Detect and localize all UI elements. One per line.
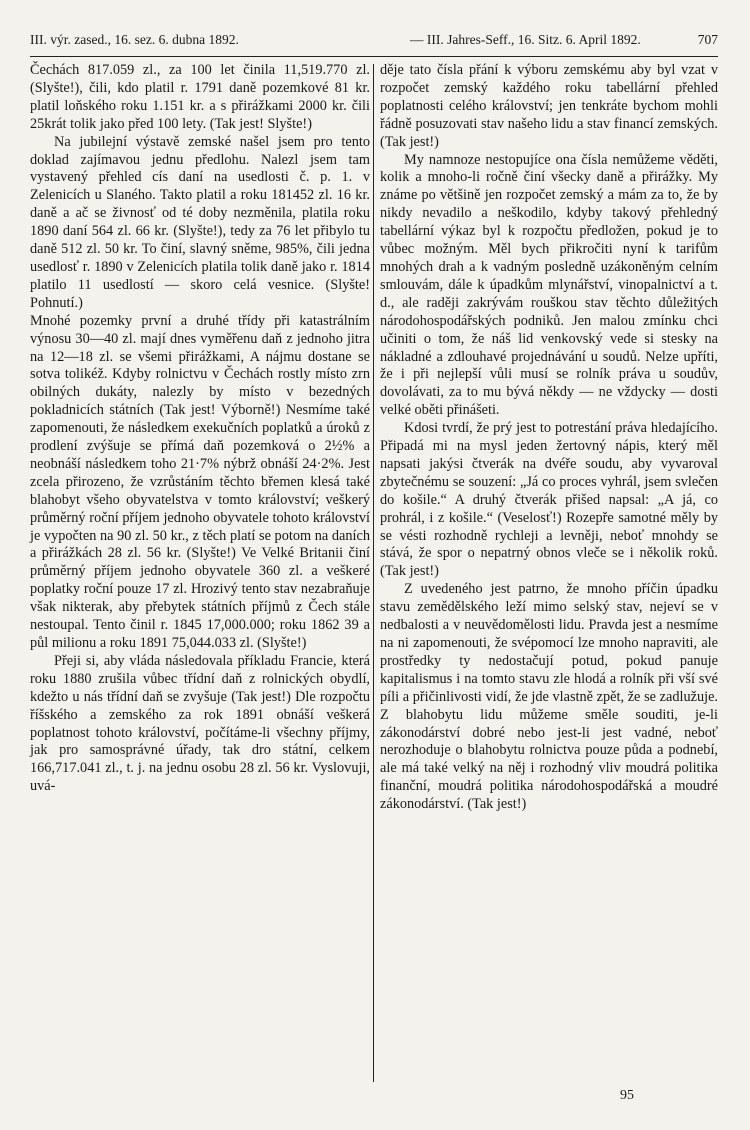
page-number: 707 [697, 32, 718, 47]
right-paragraph-3: Kdosi tvrdí, že prý jest to potrestání práva hledajícího. Připadá mi na mysl jeden žertovný nápis, který měl napsati jakýsi čtverák na dvéře soudu, aby vyvaroval zbytečnému se souzení: „Já co proces vyhrál, jsem svlečen do košile.“ A druhý čtverák přišed napsal: „A já, co prohrál, i z košile.“ (Veselosť!) Rozepře samotné měly by se vésti rozhodně rychleji a levněji, neboť mnohdy se stává, že spor o nepatrný obnos vleče se i několik roků. (Tak jest!) [380, 420, 718, 580]
left-column [30, 62, 370, 1082]
right-paragraph-4: Z uvedeného jest patrno, že mnoho příčin úpadku stavu zemědělského leží mimo selský stav, nejeví se v nedbalosti a v neuvědomělosti lidu. Pravda jest a nesmíme na ni zapomenouti, že svépomocí lze mnoho napraviti, ale prostředky ty nedostačují potud, pokud panuje kapitalismus i na tomto stavu zle hlodá a rolník při vší své píli a přičinlivosti vidí, že jde vlastně zpět, že se zadlužuje. Z blahobytu lidu můžeme směle souditi, je-li zákonodárství dobré nebo jest-li jest vadné, neboť nerozhoduje o blahobytu rolnictva pouze půda a podnebí, ale má také velký na něj i rozhodný vliv moudrá politika finanční, moudrá politika národohospodářská a moudré zákonodárství. (Tak jest!) [380, 581, 718, 813]
right-column [380, 62, 718, 1082]
left-paragraph-2: Na jubilejní výstavě zemské našel jsem pro tento doklad zajímavou jednu předlohu. Nalezl jsem tam vystavený přehled cís daní na usedlosti č. p. 1. v Zelenicích u Slaného. Takto platil a roku 181452 zl. 16 kr. daně a ač se živnosť od té doby nezměnila, platila roku 1890 daní 564 zl. 66 kr. (Slyšte!), tedy za 76 let přibylo tu daně 512 zl. 50 kr. To činí, slavný sněme, 985%, čili jedna usedlosť r. 1890 v Zelenicích platila tolik daně jako r. 1814 platilo 11 usedlostí — skoro celá vesnice. (Slyšte! Pohnutí.) [30, 133, 370, 311]
header-left-czech: III. výr. zased., 16. sez. 6. dubna 1892. [30, 32, 239, 47]
left-paragraph-4: Přeji si, aby vláda následovala příkladu Francie, která roku 1880 zrušila vůbec třídní daň z rolnických obydlí, kdežto u nás třídní daň se zvyšuje (Tak jest!) Dle rozpočtu říšského a zemského za rok 1891 obnáší veškerá poplatnost tohoto království, počítáme-li všechny příjmy, jak pro samosprávné úřady, tak dro státní, celkem 166,717.041 zl., t. j. na jednu osobu 28 zl. 56 kr. Vyslovuji, uvá- [30, 652, 370, 795]
right-paragraph-2: My namnoze nestopujíce ona čísla nemůžeme věděti, kolik a mnoho-li ročně činí všecky daně a přirážky. My známe po většině jen rozpočet zemský a mám za to, že by nikdy nevadilo a neškodilo, kdyby takový přehledný tabellární výkaz byl k rozpočtu předložen, pokud je to vůbec možným. Měl bych přikročiti nyní k tarifům mnohých drah a k vadným posledně uzákoněným celním smlouvám, dále k úpadkům mlynářství, vinopalnictví a t. d., ale raději zakrývám rouškou stav těchto důležitých národohospodářských podniků. Jen malou zmínku chci učiniti o tom, že náš lid venkovský vede si stesky na nákladné a zdlouhavé projednávání u soudů. Nelze upříti, že i při nejlepší vůli musí se rolník práva u soudův, dovolávati, za to mu bývá někdy — ne vždycky — dosti velké oběti přinášeti. [380, 151, 718, 419]
left-paragraph-3: Mnohé pozemky první a druhé třídy při katastrálním výnosu 30—40 zl. mají dnes vyměřenu daň z jednoho jitra na 12—18 zl. se všemi přirážkami, A nájmu dostane se sotva tolikéž. Kdyby rolnictvu v Čechách rostly místo zrn obilných dukáty, nalezly by místo v bezedných pokladnicích státních (Tak jest! Výborně!) Nesmíme také zapomenouti, že následkem exekučních poplatků a úroků z prodlení zvýšuje se přímá daň pozemková o 2½% a neobnáší následkem toho 21·7% nýbrž obnáší 24·2%. Jest zcela přirozeno, že vzrůstáním těchto břemen klesá také blahobyt všeho obyvatelstva v tomto království; veškerý průměrný roční příjem jednoho obyvatele tohoto království je vypočten na 90 zl. 50 kr., z těch platí se potom na daních a přirážkách 28 zl. 56 kr. (Slyšte!) Ve Velké Britanii činí průměrný příjem jednoho obyvatele 360 zl. a veškeré poplatky roční pouze 17 zl. Hrozivý tento stav nezabraňuje však nikterak, aby přebytek státních příjmů z Čech stále nestoupal. Tento činil r. 1845 17,000.000; roku 1862 39 a půl milionu a roku 1891 75,044.033 zl. (Slyšte!) [30, 312, 370, 651]
footer-number: 95 [620, 1088, 634, 1103]
header-right-german: — III. Jahres-Seff., 16. Sitz. 6. April 1892. [410, 32, 641, 47]
column-divider [373, 64, 374, 1082]
page-header [30, 30, 718, 57]
right-paragraph-1: děje tato čísla přání k výboru zemskému aby byl vzat v rozpočet zemský každého roku tabellární přehled poplatnosti celého království; jen tenkráte bychom mohli řádně posuzovati stav našeho lidu a stav financí zemských. (Tak jest!) [380, 62, 718, 150]
left-paragraph-1: Čechách 817.059 zl., za 100 let činila 11,519.770 zl. (Slyšte!), čili, kdo platil r. 1791 daně pozemkové 81 kr. platil loňského roku 1.151 kr. a s přirážkami 2000 kr. čili 25krát tolik jako před 100 lety. (Tak jest! Slyšte!) [30, 62, 370, 132]
